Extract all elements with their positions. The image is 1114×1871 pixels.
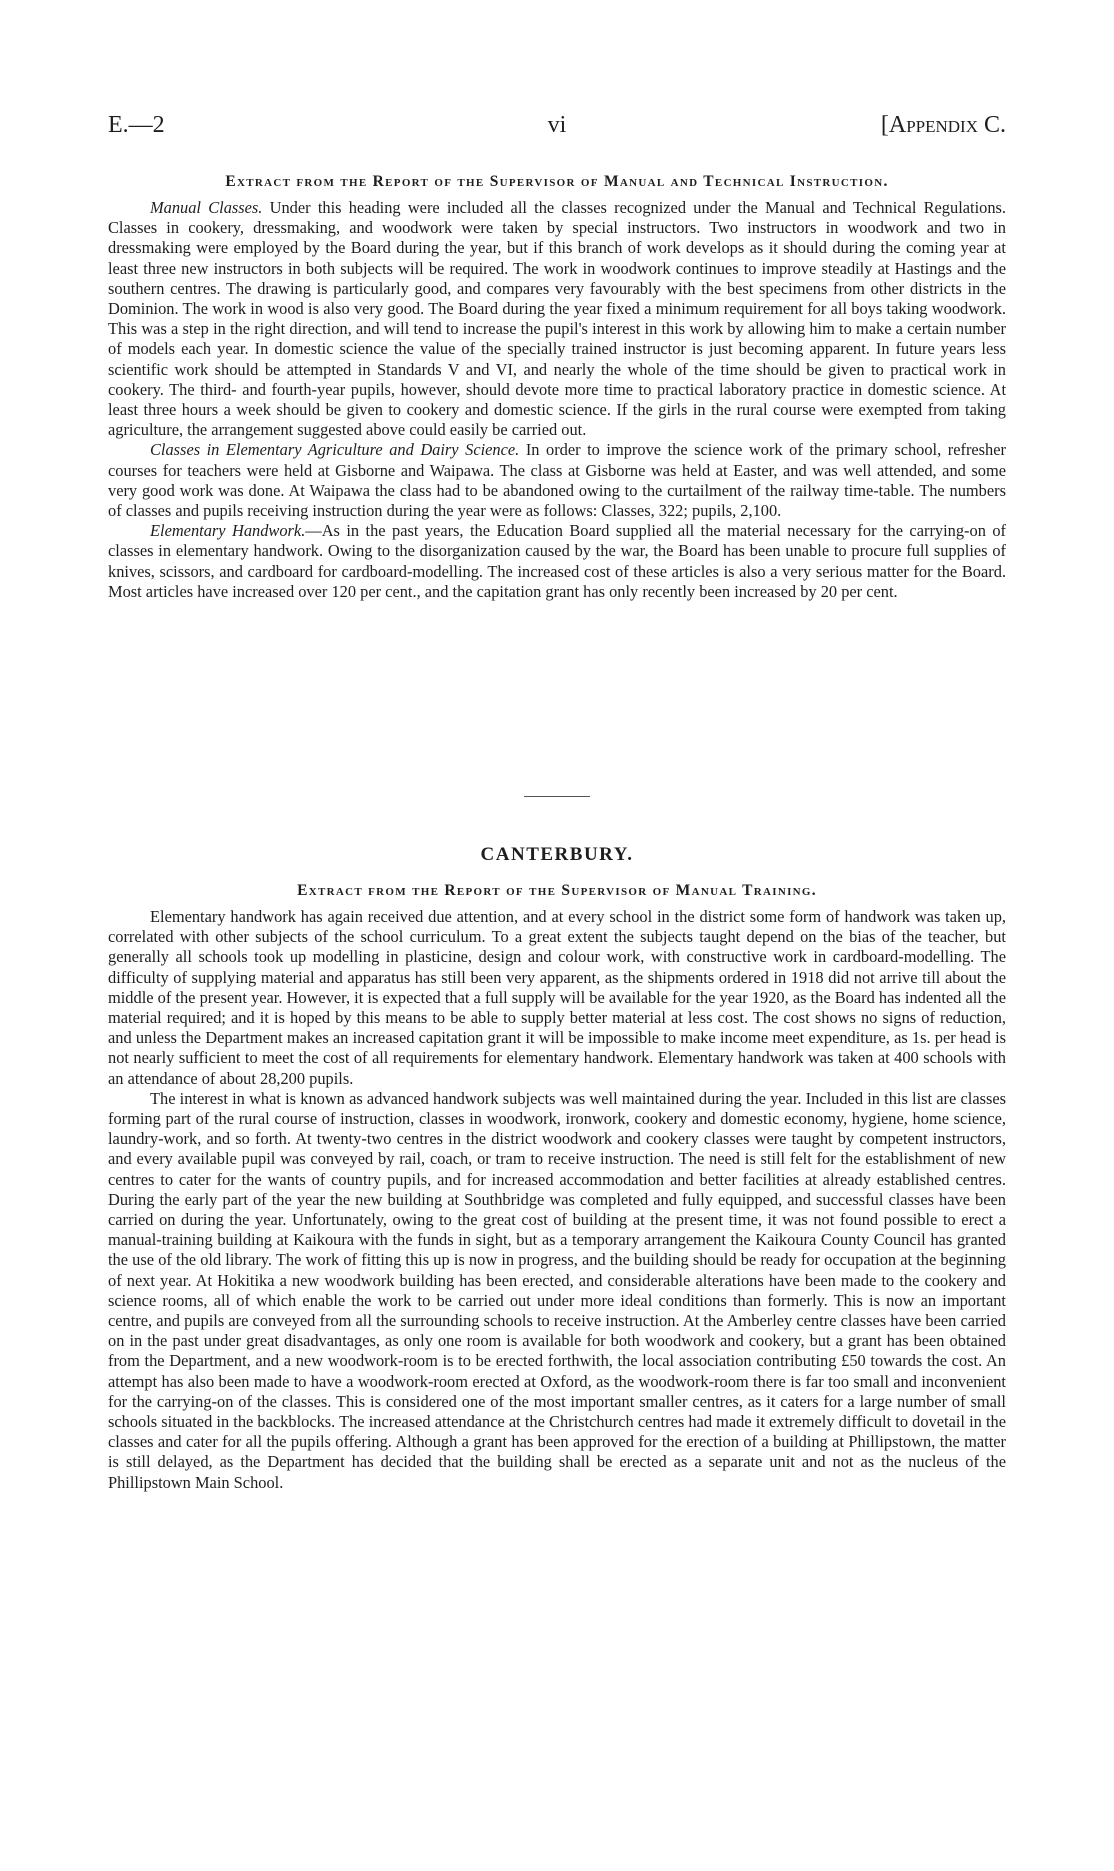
paragraph-lead: Elementary Handwork. [150,521,306,541]
paragraph-manual-classes [108,198,1006,440]
section1-title: Extract from the Report of the Supervisor of Manual and Technical Instruction. [225,173,889,190]
section-divider [524,796,590,797]
header-appendix-label: [Appendix C. [880,112,1006,138]
section-hawkes-bay-extract [108,173,1006,602]
paragraph-text: In order to improve the science work of the primary school, refresher courses for teachers were held at Gisborne and Waipawa. The class at Gisborne was held at Easter, and was well attended, and some very good work was done. At Waipawa the class had to be abandoned owing to the curtailment of the railway time-table. The numbers of classes and pupils receiving instruction during the year were as follows: Classes, 322; pupils, 2,100. [108,440,1006,521]
paragraph-lead: Manual Classes. [150,198,263,217]
paragraph-text: —As in the past years, the Education Board supplied all the material necessary for the carrying-on of classes in elementary handwork. Owing to the disorganization caused by the war, the Board has been unable to procure full supplies of knives, scissors, and cardboard for cardboard-modelling. The increased cost of these articles is also a very serious matter for the Board. Most articles have increased over 120 per cent., and the capitation grant has only recently been increased by 20 per cent. [108,521,1006,601]
page-header [108,112,1006,142]
section-canterbury [108,844,1006,1493]
paragraph-lead: Classes in Elementary Agriculture and Dairy Science. [150,440,520,460]
header-page-number: vi [547,112,567,138]
header-report-code: E.—2 [108,112,165,138]
paragraph-agriculture-classes [108,440,1006,521]
paragraph-advanced-handwork: The interest in what is known as advanced handwork subjects was well maintained during the year. Included in this list are classes forming part of the rural course of instruction, classes in woodwork, ironwork, cookery and domestic economy, hygiene, home science, laundry-work, and so forth. At twenty-two centres in the district woodwork and cookery classes were taught by competent instructors, and every available pupil was conveyed by rail, coach, or tram to receive instruction. The need is still felt for the establishment of new centres to cater for the wants of country pupils, and for increased accommodation and better facilities at already established centres. During the early part of the year the new building at Southbridge was completed and fully equipped, and successful classes have been carried on during the year. Unfortunately, owing to the great cost of building at the present time, it was not found possible to erect a manual-training building at Kaikoura with the funds in sight, but as a temporary arrangement the Kaikoura County Council has granted the use of the old library. The work of fitting this up is now in progress, and the building should be ready for occupation at the beginning of next year. At Hokitika a new woodwork building has been erected, and considerable alterations have been made to the cookery and science rooms, all of which enable the work to be carried out under more ideal conditions than formerly. This is now an important centre, and pupils are conveyed from all the surrounding schools to receive instruction. At the Amberley centre classes have been carried on in the past under great disadvantages, as only one room is available for both woodwork and cookery, but a grant has been obtained from the Department, and a new woodwork-room is to be erected forthwith, the local association contributing £50 towards the cost. An attempt has also been made to have a woodwork-room erected at Oxford, as the woodwork-room there is far too small and inconvenient for the carrying-on of the classes. This is considered one of the most important smaller centres, as it caters for a large number of small schools situated in the backblocks. The increased attendance at the Christchurch centres had made it extremely difficult to dovetail in the classes and cater for all the pupils offering. Although a grant has been approved for the erection of a building at Phillipstown, the matter is still delayed, as the Department has decided that the building shall be erected as a separate unit and not as the nucleus of the Phillipstown Main School. [108,1088,1006,1492]
canterbury-heading: CANTERBURY. [480,844,634,865]
paragraph-elementary-handwork [108,521,1006,602]
section2-title: Extract from the Report of the Supervisor of Manual Training. [297,882,817,899]
paragraph-text: Under this heading were included all the classes recognized under the Manual and Technical Regulations. Classes in cookery, dressmaking, and woodwork were taken by special instructors. Two instructors in woodwork and two in dressmaking were employed by the Board during the year, but if this branch of work develops as it should during the coming year at least three new instructors in both subjects will be required. The work in woodwork continues to improve steadily at Hastings and the southern centres. The drawing is particularly good, and compares very favourably with the best specimens from other districts in the Dominion. The work in wood is also very good. The Board during the year fixed a minimum requirement for all boys taking woodwork. This was a step in the right direction, and will tend to increase the pupil's interest in this work by allowing him to make a certain number of models each year. In domestic science the value of the specially trained instructor is just becoming apparent. In future years less scientific work should be attempted in Standards V and VI, and nearly the whole of the time should be given to practical work in cookery. The third- and fourth-year pupils, however, should devote more time to practical laboratory practice in domestic science. At least three hours a week should be given to cookery and domestic science. If the girls in the rural course were exempted from taking agriculture, the arrangement suggested above could easily be carried out. [108,198,1007,440]
paragraph-elementary-handwork-canterbury: Elementary handwork has again received due attention, and at every school in the district some form of handwork was taken up, correlated with other subjects of the school curriculum. To a great extent the subjects taught depend on the bias of the teacher, but generally all schools took up modelling in plasticine, design and colour work, with constructive work in cardboard-modelling. The difficulty of supplying material and apparatus has still been very apparent, as the shipments ordered in 1918 did not arrive till about the middle of the present year. However, it is expected that a full supply will be available for the year 1920, as the Board has indented all the material required; and it is hoped by this means to be able to supply better material at less cost. The cost shows no signs of reduction, and unless the Department makes an increased capitation grant it will be impossible to make income meet expenditure, as 1s. per head is not nearly sufficient to meet the cost of all requirements for elementary handwork. Elementary handwork was taken at 400 schools with an attendance of about 28,200 pupils. [108,907,1006,1088]
